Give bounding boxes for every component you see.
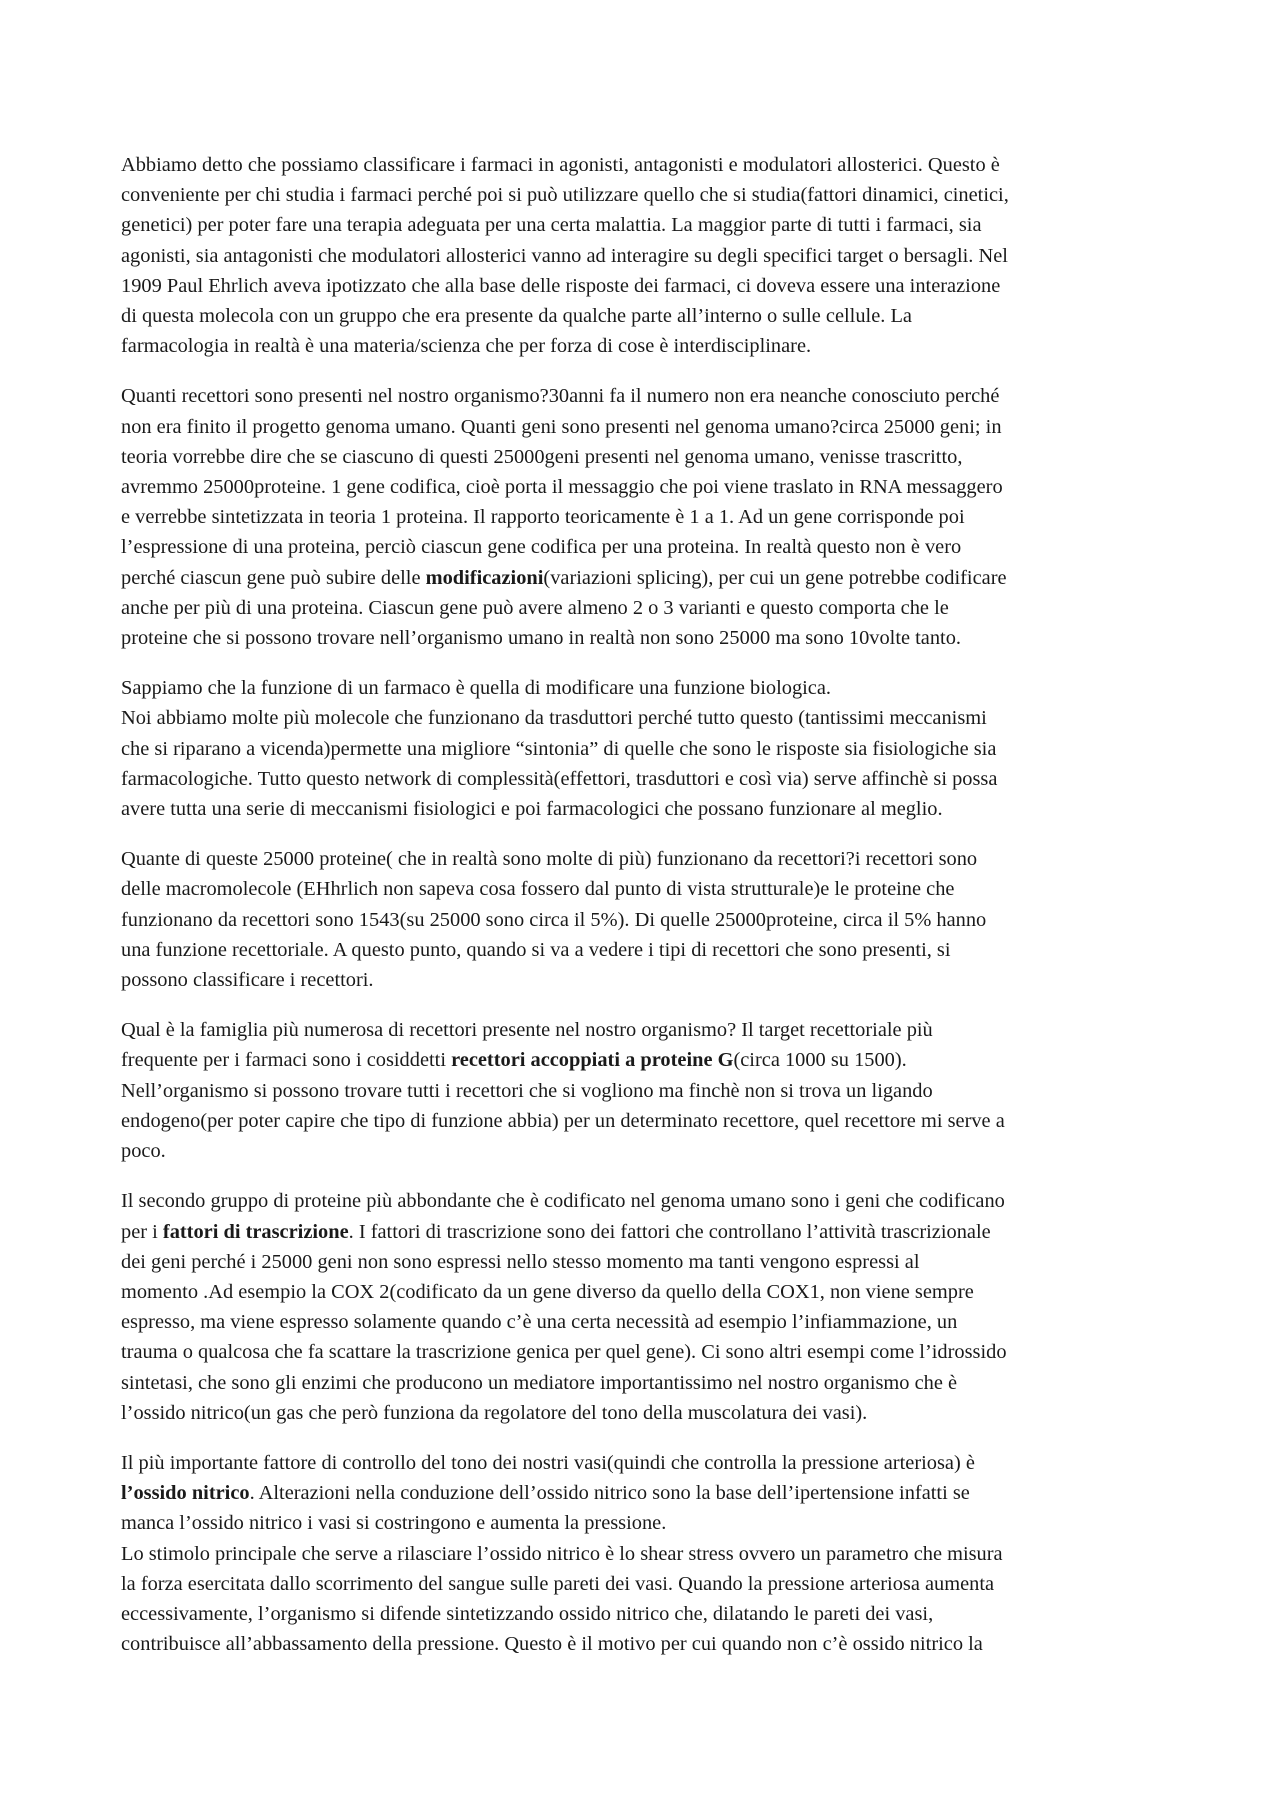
text-run: conveniente per chi studia i farmaci perché poi si può utilizzare quello che si studia(fattori dinamici, cinetici,	[121, 184, 1009, 207]
paragraph-1	[121, 150, 1161, 361]
text-line	[121, 210, 1161, 240]
text-line	[121, 180, 1161, 210]
text-line	[121, 1508, 1161, 1538]
text-run: funzionano da recettori sono 1543(su 25000 sono circa il 5%). Di quelle 25000proteine, circa il 5% hanno	[121, 908, 987, 931]
text-run: una funzione recettoriale. A questo punto, quando si va a vedere i tipi di recettori che sono presenti, si	[121, 938, 951, 961]
text-run: Sappiamo che la funzione di un farmaco è quella di modificare una funzione biologica.	[121, 677, 832, 700]
text-run: genetici) per poter fare una terapia adeguata per una certa malattia. La maggior parte di tutti i farmaci, sia	[121, 214, 982, 237]
bold-term: l’ossido nitrico	[121, 1482, 250, 1505]
paragraph-4	[121, 844, 1161, 995]
text-run: dei geni perché i 25000 geni non sono espressi nello stesso momento ma tanti vengono espressi al	[121, 1250, 920, 1273]
text-run: manca l’ossido nitrico i vasi si costringono e aumenta la pressione.	[121, 1512, 667, 1535]
text-line	[121, 1186, 1161, 1216]
text-run: l’espressione di una proteina, perciò ciascun gene codifica per una proteina. In realtà questo non è vero	[121, 536, 962, 559]
text-line	[121, 965, 1161, 995]
text-run: frequente per i farmaci sono i cosiddetti	[121, 1049, 452, 1072]
paragraph-2	[121, 381, 1161, 653]
text-run: agonisti, sia antagonisti che modulatori allosterici vanno ad interagire su degli specifici target o bersagli. Nel	[121, 244, 1008, 267]
text-line	[121, 563, 1161, 593]
text-run: 1909 Paul Ehrlich aveva ipotizzato che alla base delle risposte dei farmaci, ci doveva essere una interazione	[121, 274, 1001, 297]
text-line	[121, 381, 1161, 411]
text-run: avere tutta una serie di meccanismi fisiologici e poi farmacologici che possano funzionare al meglio.	[121, 798, 943, 821]
text-run: trauma o qualcosa che fa scattare la trascrizione genica per quel gene). Ci sono altri esempi come l’idrossido	[121, 1341, 1007, 1364]
text-line	[121, 1247, 1161, 1277]
text-run: . Alterazioni nella conduzione dell’ossido nitrico sono la base dell’ipertensione infatti se	[249, 1482, 970, 1505]
text-line	[121, 764, 1161, 794]
text-run: Qual è la famiglia più numerosa di recettori presente nel nostro organismo? Il target recettoriale più	[121, 1019, 933, 1042]
text-run: possono classificare i recettori.	[121, 969, 374, 992]
text-run: sintetasi, che sono gli enzimi che producono un mediatore importantissimo nel nostro organismo che è	[121, 1371, 958, 1394]
text-line	[121, 1136, 1161, 1166]
text-line	[121, 734, 1161, 764]
text-run: contribuisce all’abbassamento della pressione. Questo è il motivo per cui quando non c’è ossido nitrico la	[121, 1633, 983, 1656]
text-line	[121, 1076, 1161, 1106]
text-run: eccessivamente, l’organismo si difende sintetizzando ossido nitrico che, dilatando le pareti dei vasi,	[121, 1602, 934, 1625]
text-line	[121, 1015, 1161, 1045]
text-line	[121, 1337, 1161, 1367]
text-run: avremmo 25000proteine. 1 gene codifica, cioè porta il messaggio che poi viene traslato in RNA messaggero	[121, 476, 1003, 499]
text-line	[121, 271, 1161, 301]
text-run: Il più importante fattore di controllo del tono dei nostri vasi(quindi che controlla la pressione arteriosa) è	[121, 1451, 975, 1474]
text-run: farmacologiche. Tutto questo network di complessità(effettori, trasduttori e così via) serve affinchè si possa	[121, 767, 998, 790]
text-line	[121, 301, 1161, 331]
text-run: Quante di queste 25000 proteine( che in realtà sono molte di più) funzionano da recettori?i recettori sono	[121, 848, 978, 871]
paragraph-6	[121, 1186, 1161, 1428]
text-line	[121, 1368, 1161, 1398]
text-run: espresso, ma viene espresso solamente quando c’è una certa necessità ad esempio l’infiammazione, un	[121, 1311, 958, 1334]
text-line	[121, 472, 1161, 502]
text-line	[121, 935, 1161, 965]
text-line	[121, 703, 1161, 733]
paragraph-7	[121, 1448, 1161, 1659]
text-run: la forza esercitata dallo scorrimento del sangue sulle pareti dei vasi. Quando la pressione arteriosa aumenta	[121, 1572, 995, 1595]
document-page	[121, 150, 1161, 1679]
bold-term: fattori di trascrizione	[162, 1220, 349, 1243]
text-line	[121, 1106, 1161, 1136]
bold-term: modificazioni	[425, 566, 544, 589]
bold-term: recettori accoppiati a proteine G	[451, 1049, 734, 1072]
text-run: non era finito il progetto genoma umano. Quanti geni sono presenti nel genoma umano?circa 25000 geni; in	[121, 415, 1002, 438]
text-run: momento .Ad esempio la COX 2(codificato da un gene diverso da quello della COX1, non viene sempre	[121, 1280, 974, 1303]
text-run: (circa 1000 su 1500).	[733, 1049, 907, 1072]
text-run: l’ossido nitrico(un gas che però funziona da regolatore del tono della muscolatura dei vasi).	[121, 1401, 868, 1424]
text-run: Lo stimolo principale che serve a rilasciare l’ossido nitrico è lo shear stress ovvero un parametro che misura	[121, 1542, 1003, 1565]
text-run: . I fattori di trascrizione sono dei fattori che controllano l’attività trascrizionale	[348, 1220, 991, 1243]
text-line	[121, 241, 1161, 271]
text-line	[121, 905, 1161, 935]
text-line	[121, 874, 1161, 904]
text-line	[121, 673, 1161, 703]
text-line	[121, 844, 1161, 874]
text-line	[121, 532, 1161, 562]
text-line	[121, 794, 1161, 824]
text-line	[121, 623, 1161, 653]
paragraph-5	[121, 1015, 1161, 1166]
text-line	[121, 1599, 1161, 1629]
text-line	[121, 1448, 1161, 1478]
text-run: Quanti recettori sono presenti nel nostro organismo?30anni fa il numero non era neanche conosciuto perché	[121, 385, 1000, 408]
text-run: per i	[121, 1220, 163, 1243]
text-line	[121, 412, 1161, 442]
text-run: proteine che si possono trovare nell’organismo umano in realtà non sono 25000 ma sono 10volte tanto.	[121, 627, 962, 650]
text-run: teoria vorrebbe dire che se ciascuno di questi 25000geni presenti nel genoma umano, venisse trascritto,	[121, 445, 963, 468]
text-line	[121, 502, 1161, 532]
text-run: farmacologia in realtà è una materia/scienza che per forza di cose è interdisciplinare.	[121, 335, 812, 358]
text-run: e verrebbe sintetizzata in teoria 1 proteina. Il rapporto teoricamente è 1 a 1. Ad un gene corrisponde poi	[121, 506, 965, 529]
text-line	[121, 593, 1161, 623]
text-line	[121, 1478, 1161, 1508]
text-line	[121, 1539, 1161, 1569]
text-run: Il secondo gruppo di proteine più abbondante che è codificato nel genoma umano sono i geni che codificano	[121, 1190, 1005, 1213]
text-line	[121, 1307, 1161, 1337]
text-run: Abbiamo detto che possiamo classificare i farmaci in agonisti, antagonisti e modulatori allosterici. Questo è	[121, 154, 1000, 176]
text-line	[121, 442, 1161, 472]
text-line	[121, 1569, 1161, 1599]
text-run: poco.	[121, 1140, 166, 1163]
text-line	[121, 1398, 1161, 1428]
text-line	[121, 150, 1161, 180]
text-line	[121, 1045, 1161, 1075]
text-line	[121, 331, 1161, 361]
text-run: delle macromolecole (EHhrlich non sapeva cosa fossero dal punto di vista strutturale)e le proteine che	[121, 878, 955, 901]
text-line	[121, 1217, 1161, 1247]
text-run: di questa molecola con un gruppo che era presente da qualche parte all’interno o sulle cellule. La	[121, 305, 912, 328]
text-run: endogeno(per poter capire che tipo di funzione abbia) per un determinato recettore, quel recettore mi serve a	[121, 1109, 1005, 1132]
text-line	[121, 1629, 1161, 1659]
text-line	[121, 1277, 1161, 1307]
text-run: Noi abbiamo molte più molecole che funzionano da trasduttori perché tutto questo (tantissimi meccanismi	[121, 707, 987, 730]
paragraph-3	[121, 673, 1161, 824]
text-run: perché ciascun gene può subire delle	[121, 566, 426, 589]
text-run: (variazioni splicing), per cui un gene potrebbe codificare	[543, 566, 1007, 589]
text-run: anche per più di una proteina. Ciascun gene può avere almeno 2 o 3 varianti e questo comporta che le	[121, 596, 949, 619]
text-run: che si riparano a vicenda)permette una migliore “sintonia” di quelle che sono le risposte sia fisiologiche sia	[121, 737, 997, 760]
text-run: Nell’organismo si possono trovare tutti i recettori che si vogliono ma finchè non si trova un ligando	[121, 1079, 933, 1102]
